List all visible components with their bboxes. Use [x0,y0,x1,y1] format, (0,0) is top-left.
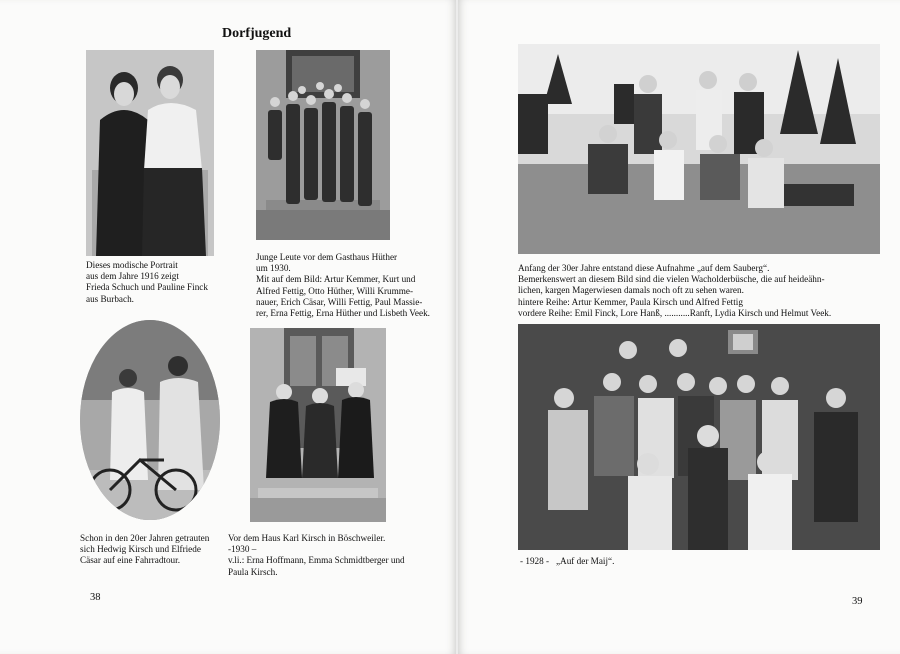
caption-line: Mit auf dem Bild: Artur Kemmer, Kurt und [256,274,416,285]
caption-line: vordere Reihe: Emil Finck, Lore Hanß, ...........Ranft, Lydia Kirsch und Helmut Veek. [518,307,832,318]
photo-auf-der-maij [518,324,880,550]
caption-line: Schon in den 20er Jahren getrauten [80,533,210,543]
photo-sauberg [518,44,880,254]
caption-sauberg [518,263,831,319]
caption-kirsch-house [228,533,405,578]
caption-line: um 1930. [256,263,291,274]
caption-maij [520,556,614,567]
right-page [458,0,900,654]
caption-line: Junge Leute vor dem Gasthaus Hüther [256,252,398,262]
page-heading: Dorfjugend [222,26,292,41]
caption-line: nauer, Erich Cäsar, Willi Fettig, Paul Massie- [256,296,423,307]
caption-line: Vor dem Haus Karl Kirsch in Böschweiler. [228,533,386,543]
caption-line: Alfred Fettig, Otto Hüther, Willi Krumme- [256,285,414,296]
caption-gasthaus [256,252,430,319]
caption-line: aus dem Jahre 1916 zeigt [86,271,179,282]
caption-line: - 1928 - „Auf der Maij“. [520,556,615,566]
photo-bicycle-tour [80,320,220,520]
caption-line: Cäsar auf eine Fahrradtour. [80,555,181,566]
caption-line: -1930 – [228,544,257,555]
caption-portrait [86,260,208,305]
caption-line: Dieses modische Portrait [86,260,178,270]
caption-line: aus Burbach. [86,293,134,304]
page-number: 38 [90,592,101,603]
caption-line: hintere Reihe: Artur Kemmer, Paula Kirsch und Alfred Fettig [518,296,743,307]
caption-line: lichen, kargen Magerwiesen damals noch oft zu sehen waren. [518,285,744,296]
caption-line: Paula Kirsch. [228,566,278,577]
caption-line: v.li.: Erna Hoffmann, Emma Schmidtberger und [228,555,405,566]
caption-bicycle [80,533,209,567]
photo-gasthaus-huether [256,50,390,240]
caption-line: Frieda Schuch und Pauline Finck [86,282,208,293]
page-number: 39 [852,596,863,607]
caption-line: Anfang der 30er Jahre entstand diese Aufnahme „auf dem Sauberg“. [518,263,770,273]
caption-line: rer, Erna Fettig, Erna Hüther und Lisbeth Veek. [256,308,430,319]
caption-line: sich Hedwig Kirsch und Elfriede [80,544,201,555]
photo-portrait-1916 [86,50,214,256]
photo-kirsch-house [250,328,386,522]
caption-line: Bemerkenswert an diesem Bild sind die vielen Wacholderbüsche, die auf heideähn- [518,274,825,285]
